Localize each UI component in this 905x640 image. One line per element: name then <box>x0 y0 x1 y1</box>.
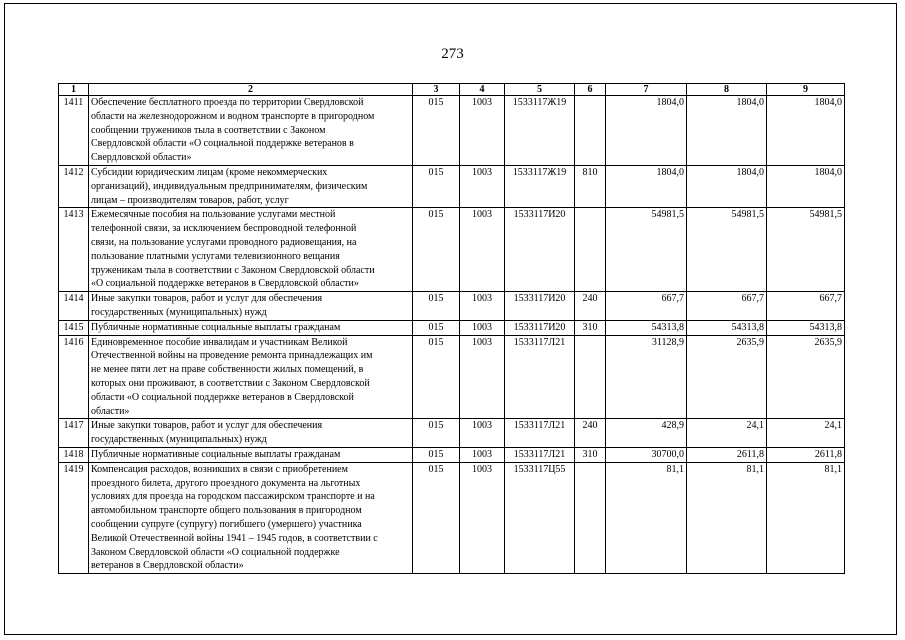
table-row <box>59 165 845 207</box>
column-header: 1 <box>59 84 89 96</box>
row-description <box>89 335 413 419</box>
amount-col9: 81,1 <box>767 462 845 573</box>
description-line: связи, на пользование услугами проводного радиовещания, на <box>91 236 357 248</box>
target-article-code: 1533117Ц55 <box>505 462 575 573</box>
description-line: Отечественной войны на проведение ремонта принадлежащих им <box>91 350 373 362</box>
page-number: 273 <box>441 46 464 62</box>
description-line: «О социальной поддержке ветеранов в Свердловской области» <box>91 278 359 290</box>
description-line: лицам – производителям товаров, работ, услуг <box>91 194 289 206</box>
description-line: пользование платными услугами телевизионного вещания <box>91 250 340 262</box>
row-description <box>89 292 413 321</box>
description-line: государственных (муниципальных) нужд <box>91 434 267 446</box>
column-header: 5 <box>505 84 575 96</box>
amount-col9: 2635,9 <box>767 335 845 419</box>
target-article-code: 1533117Л21 <box>505 447 575 462</box>
description-line: сообщении супруге (супругу) погибшего (умершего) участника <box>91 518 362 530</box>
table-row <box>59 292 845 321</box>
amount-col7: 30700,0 <box>606 447 687 462</box>
ministry-code: 015 <box>413 320 460 335</box>
section-code: 1003 <box>460 335 505 419</box>
section-code: 1003 <box>460 208 505 292</box>
description-line: государственных (муниципальных) нужд <box>91 306 267 318</box>
target-article-code: 1533117Ж19 <box>505 96 575 166</box>
table-row <box>59 208 845 292</box>
row-description <box>89 462 413 573</box>
description-line: Единовременное пособие инвалидам и участникам Великой <box>91 336 348 348</box>
amount-col7: 1804,0 <box>606 165 687 207</box>
target-article-code: 1533117Ж19 <box>505 165 575 207</box>
description-line: области на железнодорожном и водном транспорте в пригородном <box>91 110 375 122</box>
section-code: 1003 <box>460 447 505 462</box>
amount-col7: 667,7 <box>606 292 687 321</box>
amount-col7: 31128,9 <box>606 335 687 419</box>
section-code: 1003 <box>460 462 505 573</box>
row-number: 1414 <box>59 292 89 321</box>
table-body <box>59 96 845 574</box>
column-header: 9 <box>767 84 845 96</box>
column-header: 3 <box>413 84 460 96</box>
amount-col7: 81,1 <box>606 462 687 573</box>
table-row <box>59 447 845 462</box>
description-line: Великой Отечественной войны 1941 – 1945 годов, в соответствии с <box>91 532 378 544</box>
section-code: 1003 <box>460 165 505 207</box>
row-number: 1419 <box>59 462 89 573</box>
description-line: Субсидии юридическим лицам (кроме некоммерческих <box>91 166 328 178</box>
column-header: 4 <box>460 84 505 96</box>
ministry-code: 015 <box>413 462 460 573</box>
row-number: 1416 <box>59 335 89 419</box>
expense-type-code <box>575 462 606 573</box>
section-code: 1003 <box>460 419 505 448</box>
header-row <box>59 84 845 96</box>
description-line: Публичные нормативные социальные выплаты гражданам <box>91 448 341 460</box>
expense-type-code: 240 <box>575 419 606 448</box>
amount-col9: 54981,5 <box>767 208 845 292</box>
target-article-code: 1533117И20 <box>505 208 575 292</box>
amount-col8: 1804,0 <box>687 165 767 207</box>
table-row <box>59 419 845 448</box>
description-line: не менее пяти лет на праве собственности жилых помещений, в <box>91 364 364 376</box>
description-line: области «О социальной поддержке ветеранов в Свердловской <box>91 391 354 403</box>
target-article-code: 1533117Л21 <box>505 335 575 419</box>
expense-type-code: 810 <box>575 165 606 207</box>
amount-col8: 667,7 <box>687 292 767 321</box>
description-line: области» <box>91 405 130 417</box>
row-description <box>89 419 413 448</box>
description-line: Публичные нормативные социальные выплаты гражданам <box>91 321 341 333</box>
table-row <box>59 96 845 166</box>
description-line: Иные закупки товаров, работ и услуг для обеспечения <box>91 420 323 432</box>
expense-type-code <box>575 208 606 292</box>
ministry-code: 015 <box>413 208 460 292</box>
ministry-code: 015 <box>413 292 460 321</box>
row-description <box>89 320 413 335</box>
amount-col7: 54313,8 <box>606 320 687 335</box>
amount-col9: 1804,0 <box>767 96 845 166</box>
section-code: 1003 <box>460 96 505 166</box>
description-line: Свердловской области «О социальной поддержке ветеранов в <box>91 138 354 150</box>
expense-type-code: 310 <box>575 320 606 335</box>
description-line: труженикам тыла в соответствии с Законом Свердловской области <box>91 264 375 276</box>
table-row <box>59 320 845 335</box>
expense-type-code <box>575 96 606 166</box>
amount-col9: 54313,8 <box>767 320 845 335</box>
amount-col8: 2635,9 <box>687 335 767 419</box>
column-header: 6 <box>575 84 606 96</box>
description-line: Законом Свердловской области «О социальной поддержке <box>91 546 340 558</box>
description-line: сообщении тружеников тыла в соответствии с Законом <box>91 124 326 136</box>
target-article-code: 1533117И20 <box>505 320 575 335</box>
ministry-code: 015 <box>413 335 460 419</box>
ministry-code: 015 <box>413 447 460 462</box>
target-article-code: 1533117И20 <box>505 292 575 321</box>
row-description <box>89 165 413 207</box>
amount-col8: 24,1 <box>687 419 767 448</box>
description-line: Обеспечение бесплатного проезда по территории Свердловской <box>91 97 364 108</box>
row-number: 1412 <box>59 165 89 207</box>
section-code: 1003 <box>460 292 505 321</box>
expense-type-code: 310 <box>575 447 606 462</box>
amount-col7: 54981,5 <box>606 208 687 292</box>
column-header: 7 <box>606 84 687 96</box>
amount-col9: 1804,0 <box>767 165 845 207</box>
amount-col9: 667,7 <box>767 292 845 321</box>
amount-col8: 54313,8 <box>687 320 767 335</box>
amount-col8: 81,1 <box>687 462 767 573</box>
amount-col8: 2611,8 <box>687 447 767 462</box>
expense-type-code <box>575 335 606 419</box>
ministry-code: 015 <box>413 165 460 207</box>
amount-col7: 1804,0 <box>606 96 687 166</box>
row-description <box>89 208 413 292</box>
description-line: организаций), индивидуальным предпринимателям, физическим <box>91 180 368 192</box>
row-description <box>89 96 413 166</box>
target-article-code: 1533117Л21 <box>505 419 575 448</box>
description-line: проездного билета, другого проездного документа на льготных <box>91 477 361 489</box>
description-line: которых они проживают, в соответствии с Законом Свердловской <box>91 377 370 389</box>
table-row <box>59 462 845 573</box>
ministry-code: 015 <box>413 419 460 448</box>
table-row <box>59 335 845 419</box>
amount-col7: 428,9 <box>606 419 687 448</box>
description-line: Компенсация расходов, возникших в связи с приобретением <box>91 463 348 475</box>
description-line: Ежемесячные пособия на пользование услугами местной <box>91 209 336 221</box>
column-header: 8 <box>687 84 767 96</box>
ministry-code: 015 <box>413 96 460 166</box>
amount-col8: 1804,0 <box>687 96 767 166</box>
description-line: телефонной связи, за исключением беспроводной телефонной <box>91 223 357 235</box>
description-line: автомобильном транспорте общего пользования в пригородном <box>91 505 362 517</box>
row-number: 1418 <box>59 447 89 462</box>
expense-type-code: 240 <box>575 292 606 321</box>
section-code: 1003 <box>460 320 505 335</box>
description-line: условиях для проезда на городском пассажирском транспорте и на <box>91 491 375 503</box>
amount-col9: 24,1 <box>767 419 845 448</box>
column-header: 2 <box>89 84 413 96</box>
amount-col9: 2611,8 <box>767 447 845 462</box>
description-line: Иные закупки товаров, работ и услуг для обеспечения <box>91 293 323 305</box>
row-number: 1411 <box>59 96 89 166</box>
description-line: ветеранов в Свердловской области» <box>91 560 244 572</box>
row-number: 1415 <box>59 320 89 335</box>
row-number: 1417 <box>59 419 89 448</box>
row-description <box>89 447 413 462</box>
row-number: 1413 <box>59 208 89 292</box>
description-line: Свердловской области» <box>91 152 192 164</box>
budget-table <box>58 83 845 574</box>
amount-col8: 54981,5 <box>687 208 767 292</box>
